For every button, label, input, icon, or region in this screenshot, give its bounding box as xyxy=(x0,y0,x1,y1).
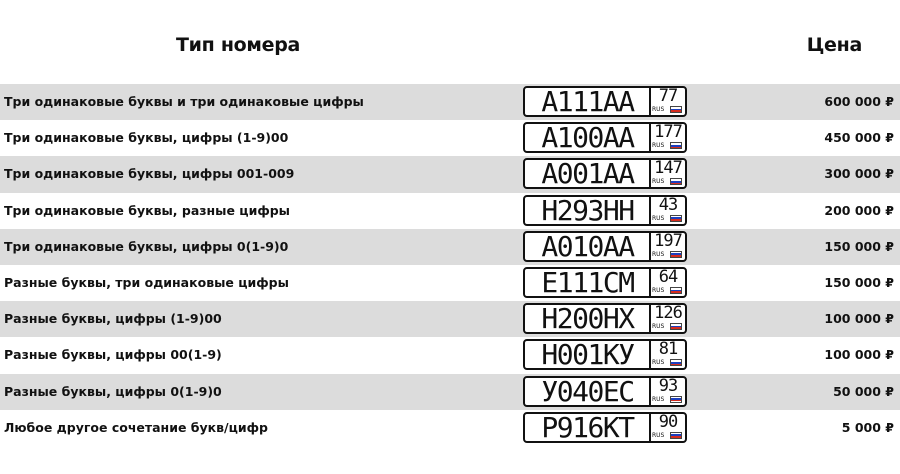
row-description: Три одинаковые буквы, разные цифры xyxy=(4,202,290,218)
plate-region-code: 81 xyxy=(658,339,678,360)
row-description: Разные буквы, цифры 0(1-9)0 xyxy=(4,383,222,399)
russia-flag-icon xyxy=(670,142,682,149)
plate-number: Е111СМ xyxy=(541,268,634,296)
plate-rus-label: RUS xyxy=(652,395,665,403)
russia-flag-icon xyxy=(670,251,682,258)
plate-rus-label: RUS xyxy=(652,214,665,222)
row-description: Три одинаковые буквы, цифры 0(1-9)0 xyxy=(4,238,289,254)
russia-flag-icon xyxy=(670,106,682,113)
table-row xyxy=(0,301,900,337)
plate-number: А001АА xyxy=(541,160,634,188)
license-plate xyxy=(523,267,687,298)
plate-rus-label: RUS xyxy=(652,250,665,258)
plate-number: У040ЕС xyxy=(541,377,634,405)
plate-rus-label: RUS xyxy=(652,286,665,294)
license-plate xyxy=(523,86,687,117)
license-plate xyxy=(523,195,687,226)
table-row xyxy=(0,156,900,192)
russia-flag-icon xyxy=(670,359,682,366)
row-price: 100 000 ₽ xyxy=(824,347,894,363)
license-plate xyxy=(523,231,687,262)
row-price: 600 000 ₽ xyxy=(824,94,894,109)
license-plate xyxy=(523,339,687,370)
plate-region-code: 177 xyxy=(654,122,682,143)
row-price: 150 000 ₽ xyxy=(824,274,894,290)
table-header xyxy=(0,0,900,84)
row-price: 300 000 ₽ xyxy=(824,166,894,182)
row-description: Разные буквы, цифры 00(1-9) xyxy=(4,347,222,363)
plate-number: Н001КУ xyxy=(541,341,634,369)
table-row xyxy=(0,410,900,446)
plate-region-code: 147 xyxy=(654,158,682,179)
row-price: 450 000 ₽ xyxy=(824,130,894,146)
table-row xyxy=(0,374,900,410)
license-plate xyxy=(523,412,687,443)
table-row xyxy=(0,265,900,301)
plate-rus-label: RUS xyxy=(652,178,665,186)
row-price: 50 000 ₽ xyxy=(833,383,894,399)
plate-number: А100АА xyxy=(541,124,634,152)
plate-number: Р916КТ xyxy=(541,413,634,441)
plate-number: Н293НН xyxy=(541,196,634,224)
table-row xyxy=(0,229,900,265)
russia-flag-icon xyxy=(670,287,682,294)
russia-flag-icon xyxy=(670,432,682,439)
plate-region-code: 64 xyxy=(658,266,678,287)
table-row xyxy=(0,84,900,120)
row-description: Три одинаковые буквы и три одинаковые цифры xyxy=(4,94,364,109)
price-table xyxy=(0,84,900,446)
row-description: Три одинаковые буквы, цифры (1-9)00 xyxy=(4,130,289,146)
column-header-type: Тип номера xyxy=(176,34,301,56)
license-plate xyxy=(523,303,687,334)
row-description: Три одинаковые буквы, цифры 001-009 xyxy=(4,166,295,182)
column-header-price: Цена xyxy=(806,34,862,56)
plate-rus-label: RUS xyxy=(652,323,665,331)
plate-region-code: 197 xyxy=(654,230,682,251)
plate-region-code: 126 xyxy=(654,303,682,324)
russia-flag-icon xyxy=(670,215,682,222)
russia-flag-icon xyxy=(670,323,682,330)
table-row xyxy=(0,120,900,156)
plate-rus-label: RUS xyxy=(652,142,665,150)
license-plate xyxy=(523,376,687,407)
plate-rus-label: RUS xyxy=(652,359,665,367)
license-plate xyxy=(523,122,687,153)
row-price: 200 000 ₽ xyxy=(824,202,894,218)
russia-flag-icon xyxy=(670,178,682,185)
row-price: 5 000 ₽ xyxy=(841,419,894,435)
table-row xyxy=(0,193,900,229)
plate-number: Н200НХ xyxy=(541,305,634,333)
plate-number: А111АА xyxy=(541,88,634,115)
plate-rus-label: RUS xyxy=(652,431,665,439)
plate-number: А010АА xyxy=(541,232,634,260)
row-price: 100 000 ₽ xyxy=(824,311,894,327)
license-plate xyxy=(523,158,687,189)
plate-region-code: 43 xyxy=(658,194,678,215)
plate-region-code: 77 xyxy=(658,86,678,106)
row-description: Разные буквы, цифры (1-9)00 xyxy=(4,311,222,327)
plate-region-code: 93 xyxy=(658,375,678,396)
row-price: 150 000 ₽ xyxy=(824,238,894,254)
table-row xyxy=(0,337,900,373)
row-description: Разные буквы, три одинаковые цифры xyxy=(4,274,289,290)
plate-rus-label: RUS xyxy=(652,106,665,113)
russia-flag-icon xyxy=(670,396,682,403)
plate-region-code: 90 xyxy=(658,411,678,432)
row-description: Любое другое сочетание букв/цифр xyxy=(4,419,268,435)
